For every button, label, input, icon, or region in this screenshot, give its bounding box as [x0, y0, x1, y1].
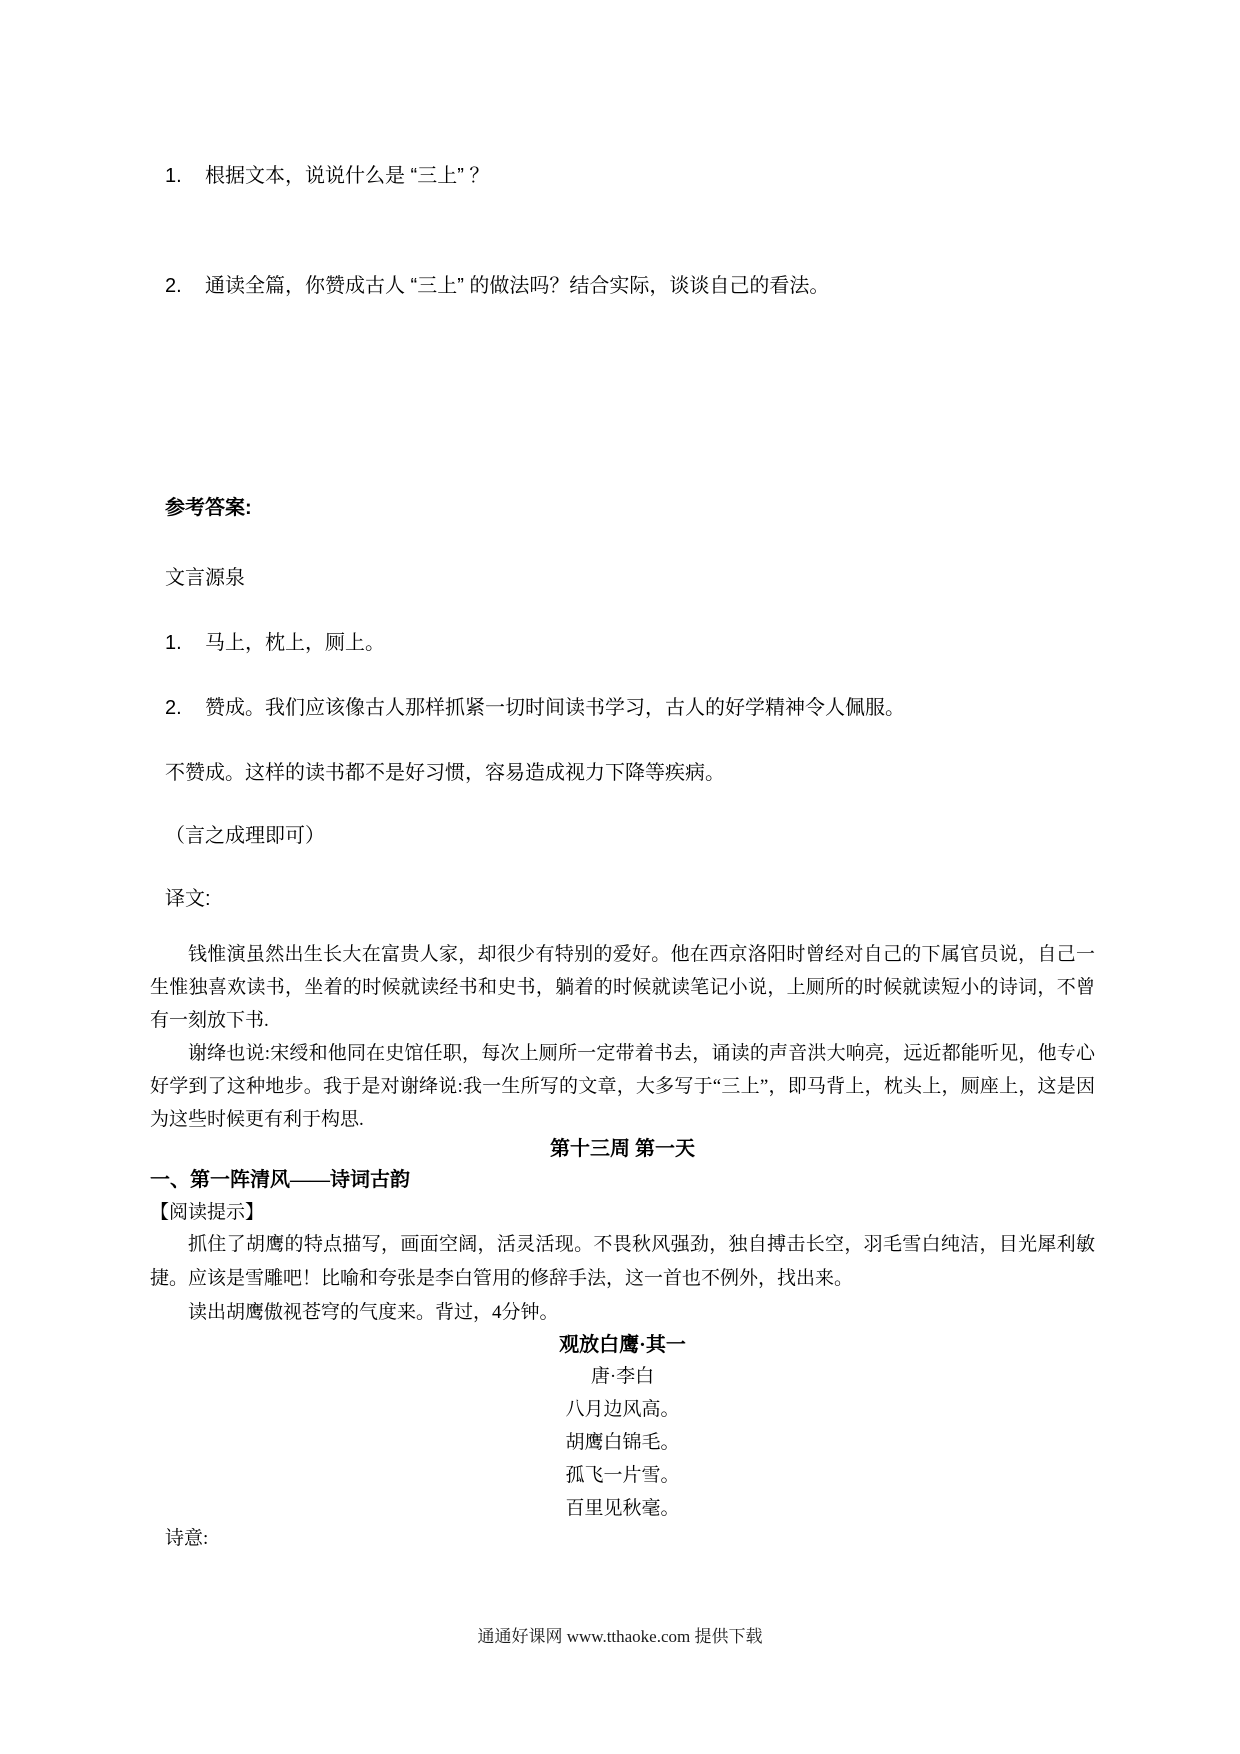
answer-number: 2. [165, 697, 182, 719]
page-footer: 通通好课网 www.tthaoke.com 提供下载 [477, 1627, 763, 1646]
question-number: 1. [165, 165, 182, 187]
poem-line: 胡鹰白锦毛。 [565, 1432, 680, 1453]
section-title: 一、第一阵清风——诗词古韵 [150, 1169, 410, 1191]
poem-title: 观放白鹰·其一 [559, 1334, 686, 1356]
question-item [150, 273, 1095, 300]
poem-block [150, 1330, 1095, 1525]
answer-number: 1. [165, 632, 182, 654]
question-text: 通读全篇，你赞成古人 “三上” 的做法吗？结合实际，谈谈自己的看法。 [205, 275, 830, 297]
translation-title: 译文: [165, 888, 211, 910]
answer-alternative: 不赞成。这样的读书都不是好习惯，容易造成视力下降等疾病。 [165, 762, 725, 784]
poem-line: 孤飞一片雪。 [565, 1465, 680, 1486]
poem-meaning-label: 诗意: [165, 1528, 209, 1549]
question-number: 2. [165, 275, 182, 297]
answer-note: （言之成理即可） [165, 825, 325, 847]
translation-paragraph: 谢绛也说:宋绶和他同在史馆任职，每次上厕所一定带着书去，诵读的声音洪大响亮，远近都能听见，他专心好学到了这种地步。我于是对谢绛说:我一生所写的文章，大多写于“三上”，即马背上，枕头上，厕座上，这是因为这些时候更有利于构思. [150, 1043, 1095, 1130]
answer-text: 马上，枕上，厕上。 [205, 632, 385, 654]
reading-tip-paragraph: 读出胡鹰傲视苍穹的气度来。背过，4分钟。 [188, 1302, 559, 1323]
answers-title: 参考答案: [165, 497, 252, 519]
answers-section-label: 文言源泉 [165, 567, 245, 589]
poem-line: 八月边风高。 [565, 1399, 680, 1420]
poem-line: 百里见秋毫。 [565, 1498, 680, 1519]
answer-item [150, 695, 1095, 722]
translation-paragraph: 钱惟演虽然出生长大在富贵人家，却很少有特别的爱好。他在西京洛阳时曾经对自己的下属官员说，自己一生惟独喜欢读书，坐着的时候就读经书和史书，躺着的时候就读笔记小说，上厕所的时候就读短小的诗词，不曾有一刻放下书. [150, 944, 1095, 1031]
answer-item [150, 630, 1095, 657]
week-title: 第十三周 第一天 [550, 1138, 695, 1160]
question-text: 根据文本，说说什么是 “三上” ？ [205, 165, 490, 187]
poem-author: 唐·李白 [590, 1366, 655, 1387]
reading-tips-label: 【阅读提示】 [150, 1202, 265, 1223]
answer-text: 赞成。我们应该像古人那样抓紧一切时间读书学习，古人的好学精神令人佩服。 [205, 697, 905, 719]
reading-tip-paragraph: 抓住了胡鹰的特点描写，画面空阔，活灵活现。不畏秋风强劲，独自搏击长空，羽毛雪白纯洁，目光犀利敏捷。应该是雪雕吧！比喻和夸张是李白管用的修辞手法，这一首也不例外，找出来。 [150, 1234, 1095, 1289]
question-item [150, 163, 1095, 190]
